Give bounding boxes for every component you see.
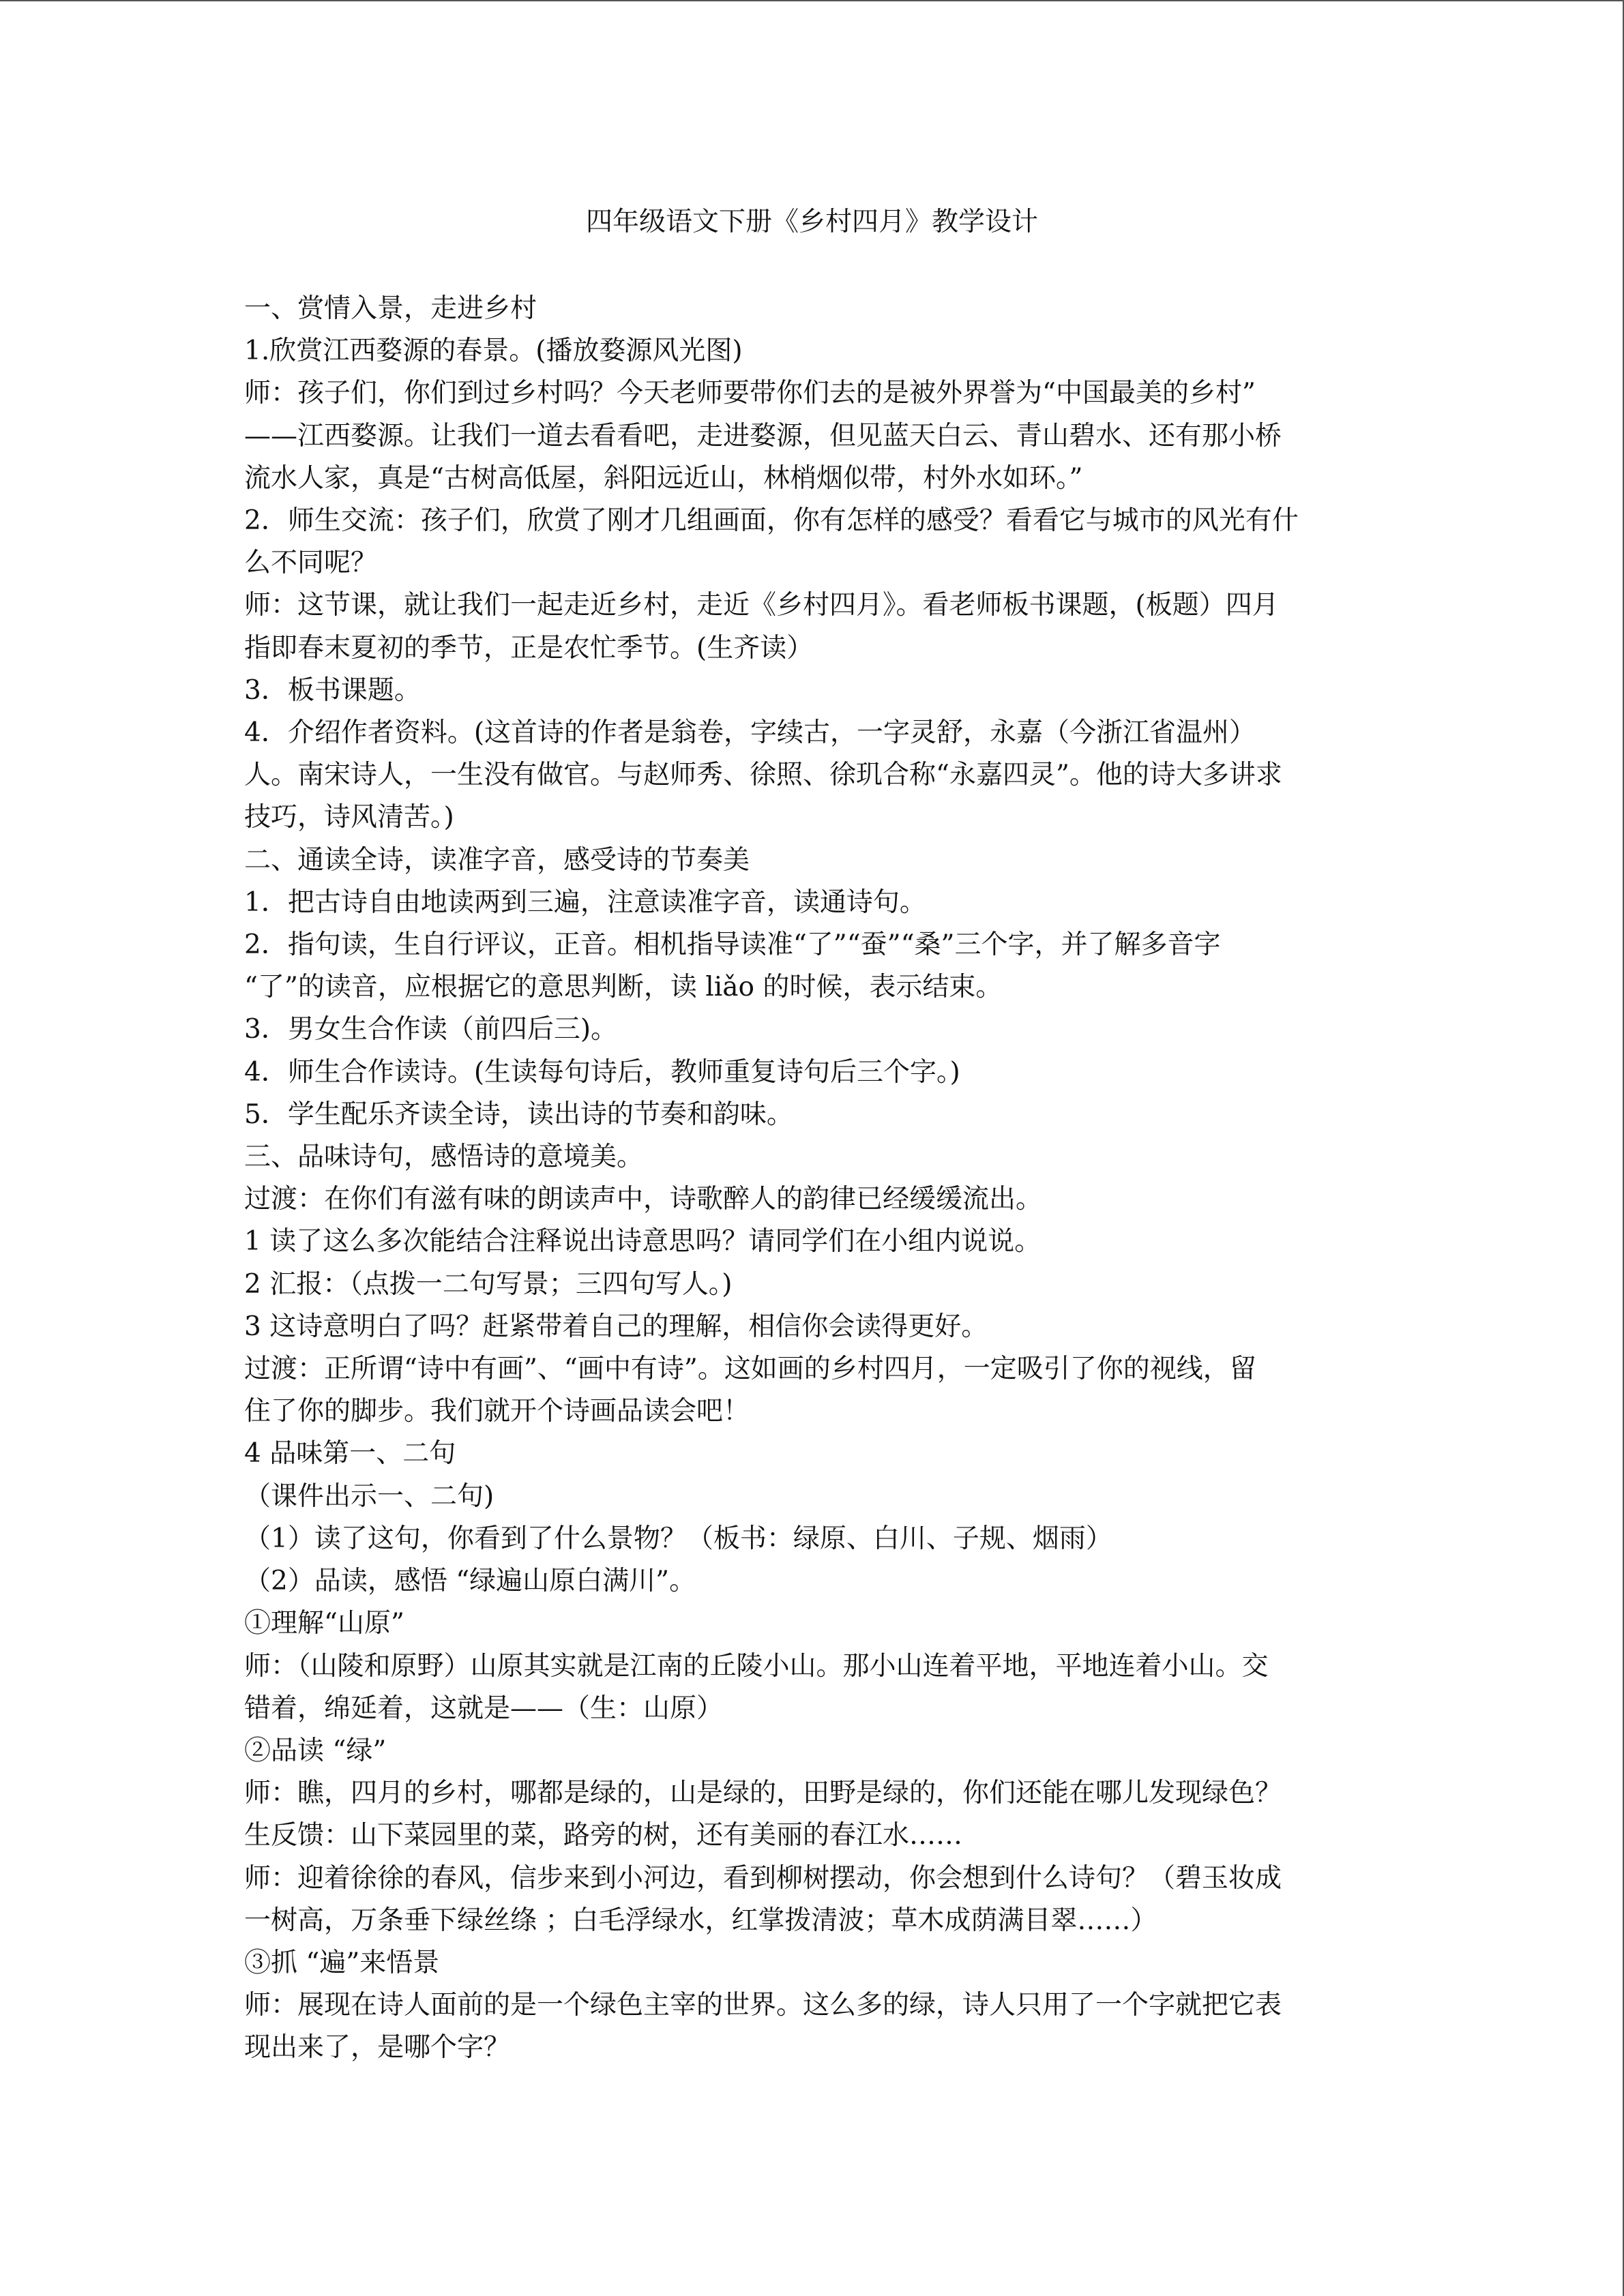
text-line: 人。南宋诗人，一生没有做官。与赵师秀、徐照、徐玑合称“永嘉四灵”。他的诗大多讲求 [244,760,1282,791]
text-line: 指即春末夏初的季节，正是农忙季节。(生齐读） [244,632,814,664]
text-line: 4 品味第一、二句 [244,1438,456,1470]
text-line: 师：（山陵和原野）山原其实就是江南的丘陵小山。那小山连着平地，平地连着小山。交 [244,1650,1269,1682]
text-line: 3．男女生合作读（前四后三)。 [244,1014,618,1045]
text-line: 过渡：在你们有滋有味的朗读声中，诗歌醉人的韵律已经缓缓流出。 [244,1184,1043,1215]
text-line: ①理解“山原” [244,1608,404,1639]
text-line: 流水人家，真是“古树高低屋，斜阳远近山，林梢烟似带，村外水如环。” [244,462,1083,494]
text-line: 1．把古诗自由地读两到三遍，注意读准字音，读通诗句。 [244,886,926,918]
text-line: 2 汇报：（点拨一二句写景；三四句写人。) [244,1268,733,1300]
document-title: 四年级语文下册《乡村四月》教学设计 [585,207,1038,237]
text-line: ——江西婺源。让我们一道去看看吧，走进婺源，但见蓝天白云、青山碧水、还有那小桥 [244,420,1282,451]
text-line: 3 这诗意明白了吗？赶紧带着自己的理解，相信你会读得更好。 [244,1311,988,1342]
text-line: 1 读了这么多次能结合注释说出诗意思吗？请同学们在小组内说说。 [244,1226,1042,1257]
text-line: 住了你的脚步。我们就开个诗画品读会吧！ [244,1396,750,1427]
document-body [244,288,1390,2070]
text-line: 师：这节课，就让我们一起走近乡村，走近《乡村四月》。看老师板书课题，(板题）四月 [244,590,1279,621]
text-line: （1）读了这句，你看到了什么景物？（板书：绿原、白川、子规、烟雨） [244,1523,1112,1554]
text-line: 2．指句读，生自行评议，正音。相机指导读准“了”“蚕”“桑”三个字，并了解多音字 [244,929,1221,961]
text-line: 师：迎着徐徐的春风，信步来到小河边，看到柳树摆动，你会想到什么诗句？（碧玉妆成 [244,1862,1282,1894]
text-line: 错着，绵延着，这就是——（生：山原） [244,1693,724,1724]
text-line: “了”的读音，应根据它的意思判断，读 liǎo 的时候，表示结束。 [244,972,1003,1003]
text-line: 师：展现在诗人面前的是一个绿色主宰的世界。这么多的绿，诗人只用了一个字就把它表 [244,1990,1282,2021]
text-line: 5．学生配乐齐读全诗，读出诗的节奏和韵味。 [244,1099,793,1130]
text-line: 4．介绍作者资料。(这首诗的作者是翁卷，字续古，一字灵舒，永嘉（今浙江省温州） [244,717,1256,749]
text-line: 师：瞧，四月的乡村，哪都是绿的，山是绿的，田野是绿的，你们还能在哪儿发现绿色？ [244,1778,1282,1809]
text-line: 2．师生交流：孩子们，欣赏了刚才几组画面，你有怎样的感受？看看它与城市的风光有什 [244,505,1299,537]
text-line: （2）品读，感悟 “绿遍山原白满川”。 [244,1566,696,1597]
text-line: 一、赏情入景，走进乡村 [244,293,537,324]
text-line: 三、品味诗句，感悟诗的意境美。 [244,1142,644,1173]
text-line: 现出来了，是哪个字？ [244,2032,511,2063]
text-line: 1.欣赏江西婺源的春景。(播放婺源风光图) [244,336,743,367]
text-line: 4．师生合作读诗。(生读每句诗后，教师重复诗句后三个字。) [244,1056,960,1088]
text-line: ②品读 “绿” [244,1735,387,1766]
text-line: 3．板书课题。 [244,674,421,706]
text-line: （课件出示一、二句) [244,1480,494,1512]
text-line: 么不同呢？ [244,548,378,579]
text-line: 生反馈：山下菜园里的菜，路旁的树，还有美丽的春江水…… [244,1820,963,1851]
text-line: 过渡：正所谓“诗中有画”、“画中有诗”。这如画的乡村四月，一定吸引了你的视线，留 [244,1354,1256,1385]
text-line: 技巧，诗风清苦。) [244,802,454,833]
text-line: ③抓 “遍”来悟景 [244,1947,440,1978]
text-line: 一树高，万条垂下绿丝绦 ；白毛浮绿水，红掌拨清波；草木成荫满目翠……） [244,1905,1157,1936]
text-line: 师：孩子们，你们到过乡村吗？今天老师要带你们去的是被外界誉为“中国最美的乡村” [244,378,1256,409]
text-line: 二、通读全诗，读准字音，感受诗的节奏美 [244,844,750,876]
